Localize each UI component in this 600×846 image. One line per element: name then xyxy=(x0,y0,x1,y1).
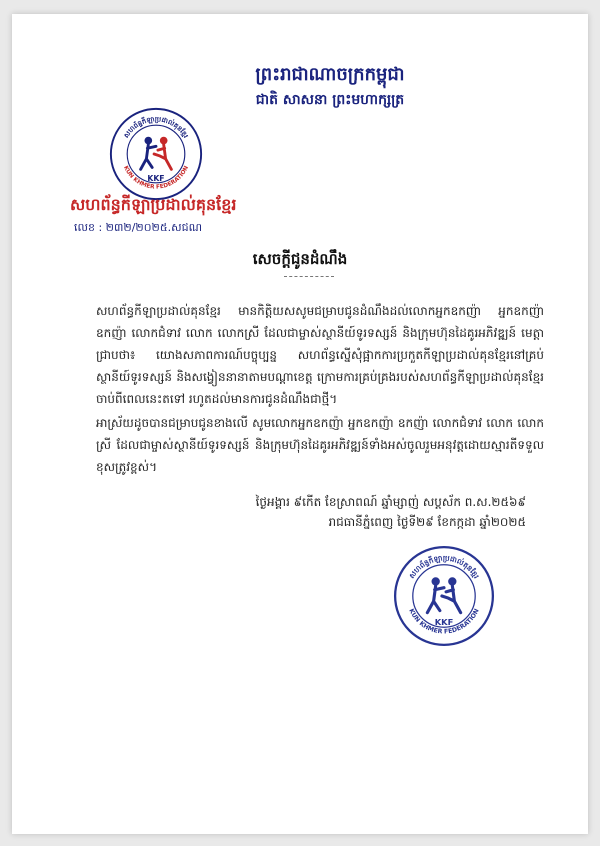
body-paragraph-2: អាស្រ័យដូចបានជម្រាបជូនខាងលើ សូមលោកអ្នកឧកញ៉ា អ្នកឧកញ៉ា ឧកញ៉ា លោកជំទាវ លោក លោកស្រី ដែលជាម្ចាស់ស្ថានីយ៍ទូរទស្សន៍ និងក្រុមហ៊ុនដៃគូរអភិវឌ្ឍន៍ទាំងអស់ចូលរួមអនុវត្តដោយស្មារតីទទួលខុសត្រូវខ្ពស់។ xyxy=(96,416,544,474)
document-page xyxy=(12,14,588,834)
reference-number: លេខ : ២៣២/២០២៥.សជណ xyxy=(74,221,203,234)
national-motto: ជាតិ សាសនា ព្រះមហាក្សត្រ xyxy=(255,92,405,108)
federation-seal xyxy=(392,544,496,648)
seal-top-text: សហព័ន្ធកីឡាប្រដាល់គុនខ្មែរ xyxy=(407,553,482,581)
seal-bottom-text: KUN KHMER FEDERATION xyxy=(407,607,481,636)
lunar-date: ថ្ងៃអង្គារ ៩កើត ខែស្រាពណ៍ ឆ្នាំម្សាញ់ សប្តស័ក ព.ស.២៥៦៩ xyxy=(255,495,526,509)
title-divider xyxy=(284,276,334,281)
logo-abbr: KKF xyxy=(147,173,165,183)
logo-bottom-text: KUN KHMER FEDERATION xyxy=(122,165,190,191)
solar-date: រាជធានីភ្នំពេញ ថ្ងៃទី២៩ ខែកក្កដា ឆ្នាំ២០២៥ xyxy=(328,515,526,529)
document-title: សេចក្តីជូនដំណឹង xyxy=(252,250,348,268)
federation-logo xyxy=(108,106,204,202)
body-paragraph-1: សហព័ន្ធកីឡាប្រដាល់គុនខ្មែរ មានកិត្តិយសសូមជម្រាបជូនដំណឹងដល់លោកអ្នកឧកញ៉ា អ្នកឧកញ៉ា ឧកញ៉ា លោកជំទាវ លោក លោកស្រី ដែលជាម្ចាស់ស្ថានីយ៍ទូរទស្សន៍ និងក្រុមហ៊ុនដៃគូរអភិវឌ្ឍន៍ មេត្តាជ្រាបថា៖ យោងសភាពការណ៍បច្ចុប្បន្ន សហព័ន្ធស្នើសុំផ្អាកការប្រកួតកីឡាប្រដាល់គុនខ្មែរនៅគ្រប់ស្ថានីយ៍ទូរទស្សន៍ និងសង្វៀននានាតាមបណ្តាខេត្ត ក្រោមការគ្រប់គ្រងរបស់សហព័ន្ធកីឡាប្រដាល់គុនខ្មែរ ចាប់ពីពេលនេះតទៅ រហូតដល់មានការជូនដំណឹងជាថ្មី។ xyxy=(96,304,544,406)
organization-name: សហព័ន្ធកីឡាប្រដាល់គុនខ្មែរ xyxy=(70,195,237,214)
seal-abbr: KKF xyxy=(434,617,454,628)
kingdom-heading: ព្រះរាជាណាចក្រកម្ពុជា xyxy=(255,64,405,85)
logo-top-text: សហព័ន្ធកីឡាប្រដាល់គុនខ្មែរ xyxy=(122,115,190,140)
